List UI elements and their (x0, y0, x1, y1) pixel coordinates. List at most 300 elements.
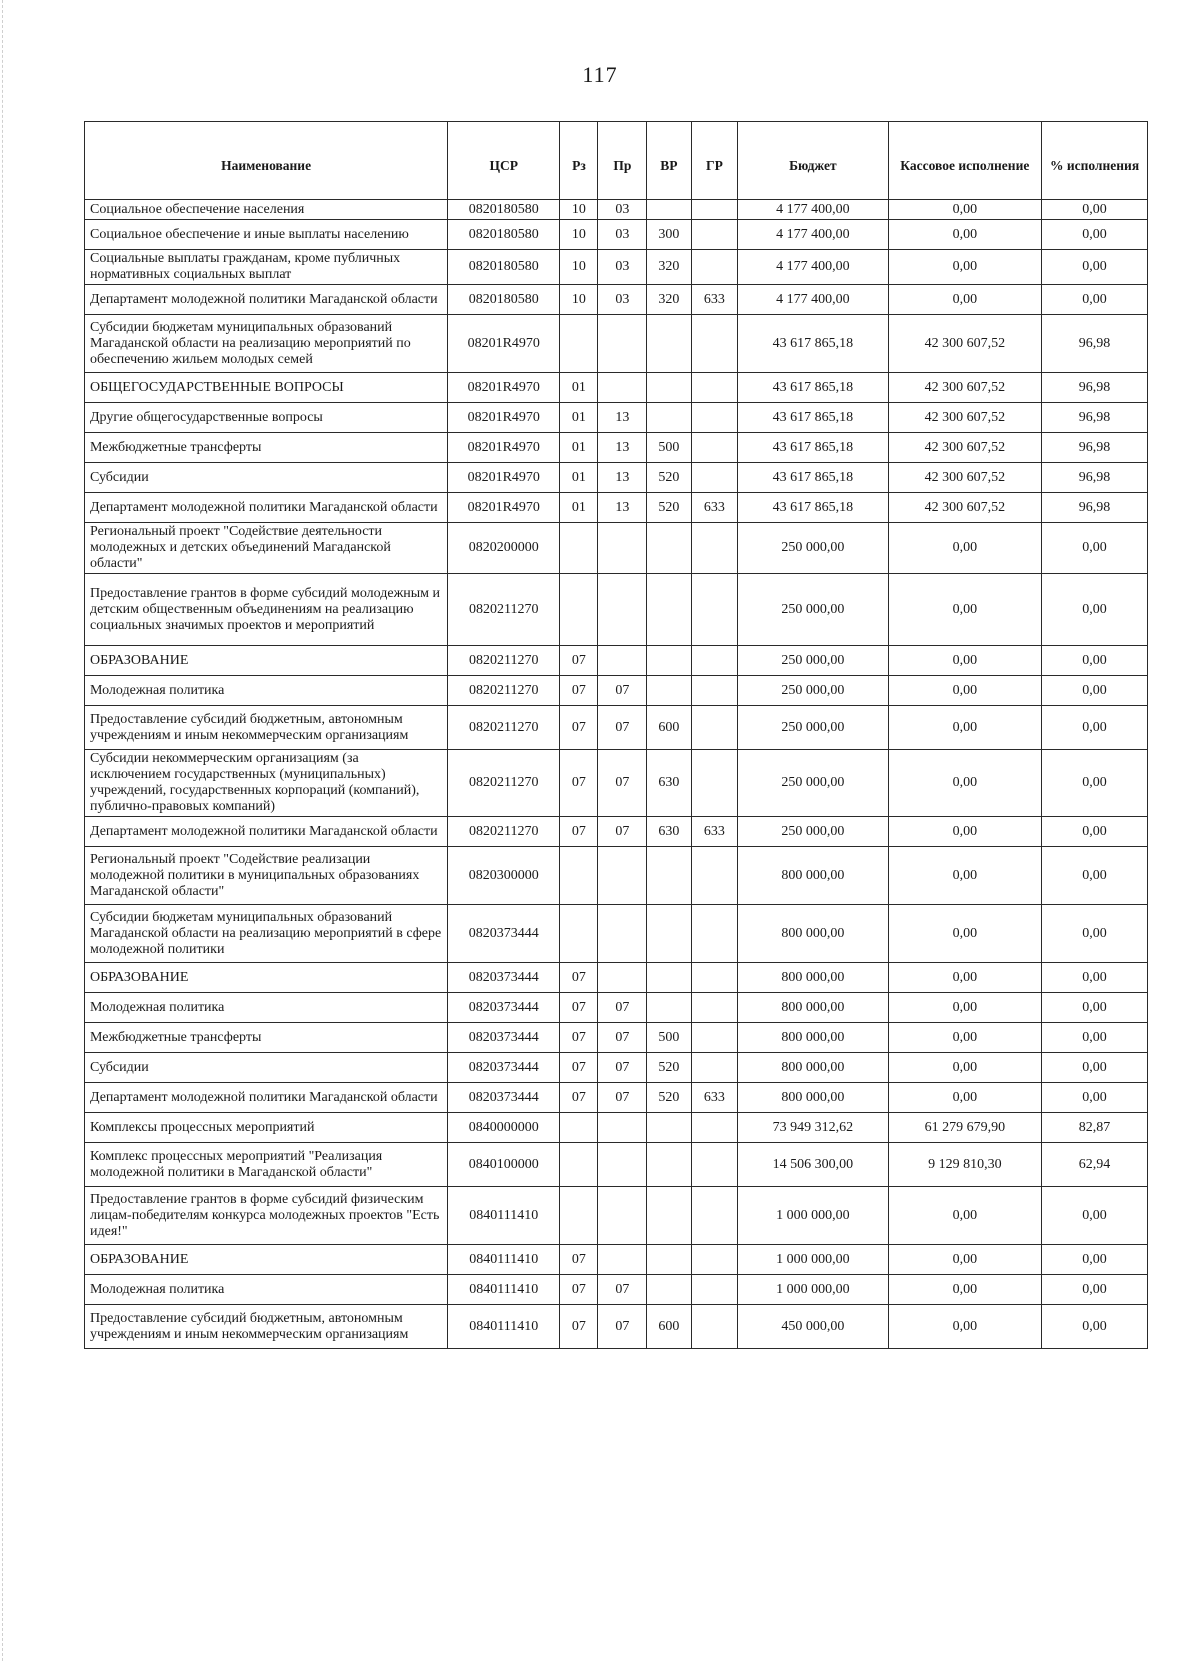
row-budget: 1 000 000,00 (738, 1245, 888, 1275)
row-name: Другие общегосударственные вопросы (85, 403, 448, 433)
row-vr (647, 200, 691, 220)
table-row (85, 1113, 1148, 1143)
row-rz: 07 (560, 1023, 598, 1053)
row-gr (691, 676, 738, 706)
row-vr: 520 (647, 463, 691, 493)
row-cash: 0,00 (888, 676, 1042, 706)
row-percent: 0,00 (1042, 220, 1148, 250)
row-vr (647, 905, 691, 963)
row-pr: 07 (598, 1275, 647, 1305)
row-pr: 07 (598, 1305, 647, 1349)
row-percent: 0,00 (1042, 963, 1148, 993)
row-pr: 13 (598, 403, 647, 433)
scan-edge-marks (2, 0, 6, 1661)
row-rz: 07 (560, 1053, 598, 1083)
row-budget: 43 617 865,18 (738, 315, 888, 373)
row-gr (691, 200, 738, 220)
row-gr: 633 (691, 817, 738, 847)
row-rz: 07 (560, 1245, 598, 1275)
row-name: Департамент молодежной политики Магаданской области (85, 285, 448, 315)
row-pr (598, 1143, 647, 1187)
row-name: Региональный проект "Содействие реализации молодежной политики в муниципальных образованиях Магаданской области" (85, 847, 448, 905)
row-vr: 300 (647, 220, 691, 250)
row-pr (598, 1113, 647, 1143)
header-cash-execution: Кассовое исполнение (888, 122, 1042, 200)
row-budget: 250 000,00 (738, 750, 888, 817)
row-pr: 07 (598, 993, 647, 1023)
row-vr (647, 1275, 691, 1305)
row-vr (647, 1143, 691, 1187)
table-header (85, 122, 1148, 200)
row-vr: 500 (647, 1023, 691, 1053)
row-name: Социальные выплаты гражданам, кроме публичных нормативных социальных выплат (85, 250, 448, 285)
row-budget: 800 000,00 (738, 963, 888, 993)
row-rz: 10 (560, 250, 598, 285)
row-percent: 0,00 (1042, 1275, 1148, 1305)
row-percent: 62,94 (1042, 1143, 1148, 1187)
table-row (85, 1083, 1148, 1113)
row-budget: 250 000,00 (738, 646, 888, 676)
row-percent: 0,00 (1042, 646, 1148, 676)
row-name: Предоставление грантов в форме субсидий молодежным и детским общественным объединениям на реализацию социальных значимых проектов и мероприятий (85, 574, 448, 646)
row-vr: 320 (647, 250, 691, 285)
row-csr: 0820211270 (448, 750, 560, 817)
row-rz: 01 (560, 463, 598, 493)
row-gr: 633 (691, 493, 738, 523)
row-budget: 250 000,00 (738, 523, 888, 574)
row-percent: 0,00 (1042, 523, 1148, 574)
row-budget: 73 949 312,62 (738, 1113, 888, 1143)
row-cash: 0,00 (888, 574, 1042, 646)
row-csr: 0840111410 (448, 1187, 560, 1245)
row-csr: 08201R4970 (448, 403, 560, 433)
row-pr (598, 1245, 647, 1275)
budget-table-container (84, 121, 1148, 1349)
row-name: Департамент молодежной политики Магаданской области (85, 817, 448, 847)
row-budget: 800 000,00 (738, 1083, 888, 1113)
row-name: Департамент молодежной политики Магаданской области (85, 1083, 448, 1113)
row-cash: 0,00 (888, 1305, 1042, 1349)
row-name: Субсидии (85, 463, 448, 493)
table-row (85, 1143, 1148, 1187)
row-cash: 0,00 (888, 250, 1042, 285)
row-csr: 0820373444 (448, 905, 560, 963)
table-row (85, 220, 1148, 250)
row-csr: 0840111410 (448, 1305, 560, 1349)
row-percent: 0,00 (1042, 1305, 1148, 1349)
row-gr: 633 (691, 285, 738, 315)
row-csr: 0820373444 (448, 1023, 560, 1053)
row-rz: 07 (560, 817, 598, 847)
row-name: Социальное обеспечение населения (85, 200, 448, 220)
table-row (85, 433, 1148, 463)
row-name: Субсидии (85, 1053, 448, 1083)
row-name: Предоставление грантов в форме субсидий физическим лицам-победителям конкурса молодежных проектов "Есть идея!" (85, 1187, 448, 1245)
row-cash: 0,00 (888, 1275, 1042, 1305)
row-percent: 82,87 (1042, 1113, 1148, 1143)
table-row (85, 1245, 1148, 1275)
row-rz (560, 847, 598, 905)
table-row (85, 523, 1148, 574)
row-gr (691, 750, 738, 817)
row-csr: 0820211270 (448, 646, 560, 676)
row-percent: 0,00 (1042, 905, 1148, 963)
header-gr: ГР (691, 122, 738, 200)
row-gr (691, 646, 738, 676)
row-rz: 10 (560, 200, 598, 220)
row-vr: 520 (647, 1083, 691, 1113)
table-row (85, 250, 1148, 285)
row-rz (560, 315, 598, 373)
row-budget: 43 617 865,18 (738, 463, 888, 493)
table-row (85, 1187, 1148, 1245)
row-cash: 42 300 607,52 (888, 433, 1042, 463)
row-vr (647, 676, 691, 706)
row-pr: 07 (598, 817, 647, 847)
row-csr: 0820211270 (448, 574, 560, 646)
row-csr: 0820200000 (448, 523, 560, 574)
row-vr (647, 847, 691, 905)
row-rz (560, 905, 598, 963)
table-row (85, 847, 1148, 905)
row-percent: 0,00 (1042, 1053, 1148, 1083)
row-pr: 07 (598, 706, 647, 750)
row-csr: 08201R4970 (448, 493, 560, 523)
table-row (85, 493, 1148, 523)
row-pr (598, 905, 647, 963)
row-budget: 4 177 400,00 (738, 220, 888, 250)
row-rz (560, 1187, 598, 1245)
table-row (85, 905, 1148, 963)
row-vr (647, 315, 691, 373)
row-vr (647, 1187, 691, 1245)
row-percent: 0,00 (1042, 847, 1148, 905)
row-csr: 0840111410 (448, 1275, 560, 1305)
row-csr: 0820211270 (448, 706, 560, 750)
row-vr: 600 (647, 1305, 691, 1349)
row-rz: 07 (560, 963, 598, 993)
row-pr: 07 (598, 676, 647, 706)
row-gr (691, 993, 738, 1023)
row-cash: 0,00 (888, 1023, 1042, 1053)
row-budget: 43 617 865,18 (738, 493, 888, 523)
row-cash: 0,00 (888, 285, 1042, 315)
row-vr (647, 993, 691, 1023)
row-rz: 07 (560, 1275, 598, 1305)
row-percent: 0,00 (1042, 285, 1148, 315)
header-row (85, 122, 1148, 200)
row-pr: 03 (598, 200, 647, 220)
row-pr (598, 523, 647, 574)
row-vr (647, 373, 691, 403)
row-cash: 61 279 679,90 (888, 1113, 1042, 1143)
row-budget: 43 617 865,18 (738, 403, 888, 433)
row-rz: 10 (560, 220, 598, 250)
row-budget: 250 000,00 (738, 817, 888, 847)
row-budget: 250 000,00 (738, 676, 888, 706)
row-gr (691, 403, 738, 433)
row-cash: 0,00 (888, 200, 1042, 220)
row-gr (691, 706, 738, 750)
row-name: Комплексы процессных мероприятий (85, 1113, 448, 1143)
row-rz (560, 574, 598, 646)
row-cash: 0,00 (888, 905, 1042, 963)
row-budget: 800 000,00 (738, 847, 888, 905)
row-percent: 0,00 (1042, 574, 1148, 646)
row-rz: 01 (560, 403, 598, 433)
row-rz: 07 (560, 646, 598, 676)
row-cash: 9 129 810,30 (888, 1143, 1042, 1187)
row-percent: 96,98 (1042, 463, 1148, 493)
row-gr: 633 (691, 1083, 738, 1113)
row-percent: 0,00 (1042, 817, 1148, 847)
row-cash: 0,00 (888, 1083, 1042, 1113)
row-rz: 01 (560, 433, 598, 463)
row-csr: 0820373444 (448, 1053, 560, 1083)
row-budget: 800 000,00 (738, 1053, 888, 1083)
row-vr: 630 (647, 750, 691, 817)
row-percent: 96,98 (1042, 493, 1148, 523)
row-vr (647, 574, 691, 646)
table-row (85, 963, 1148, 993)
table-row (85, 373, 1148, 403)
row-rz: 01 (560, 493, 598, 523)
row-vr (647, 523, 691, 574)
row-percent: 0,00 (1042, 1023, 1148, 1053)
row-vr: 600 (647, 706, 691, 750)
row-gr (691, 1187, 738, 1245)
header-name: Наименование (85, 122, 448, 200)
row-gr (691, 574, 738, 646)
table-row (85, 315, 1148, 373)
row-gr (691, 373, 738, 403)
table-row (85, 574, 1148, 646)
row-cash: 42 300 607,52 (888, 403, 1042, 433)
row-percent: 0,00 (1042, 1083, 1148, 1113)
row-csr: 0820373444 (448, 1083, 560, 1113)
row-cash: 0,00 (888, 817, 1042, 847)
row-budget: 14 506 300,00 (738, 1143, 888, 1187)
row-rz: 07 (560, 993, 598, 1023)
row-percent: 0,00 (1042, 1187, 1148, 1245)
row-budget: 4 177 400,00 (738, 200, 888, 220)
row-csr: 0840111410 (448, 1245, 560, 1275)
row-gr (691, 1245, 738, 1275)
row-csr: 0820180580 (448, 220, 560, 250)
header-rz: Рз (560, 122, 598, 200)
row-name: ОБРАЗОВАНИЕ (85, 1245, 448, 1275)
row-rz (560, 1143, 598, 1187)
row-gr (691, 220, 738, 250)
row-vr: 520 (647, 493, 691, 523)
row-name: Субсидии бюджетам муниципальных образований Магаданской области на реализацию мероприятий по обеспечению жильем молодых семей (85, 315, 448, 373)
row-name: Субсидии бюджетам муниципальных образований Магаданской области на реализацию мероприятий в сфере молодежной политики (85, 905, 448, 963)
row-cash: 0,00 (888, 963, 1042, 993)
table-row (85, 1305, 1148, 1349)
row-rz (560, 523, 598, 574)
table-row (85, 463, 1148, 493)
row-rz: 07 (560, 1305, 598, 1349)
row-csr: 08201R4970 (448, 433, 560, 463)
row-csr: 0840100000 (448, 1143, 560, 1187)
row-rz: 07 (560, 676, 598, 706)
budget-execution-table (84, 121, 1148, 1349)
row-budget: 250 000,00 (738, 706, 888, 750)
row-pr (598, 646, 647, 676)
row-name: Предоставление субсидий бюджетным, автономным учреждениям и иным некоммерческим организациям (85, 1305, 448, 1349)
table-row (85, 646, 1148, 676)
row-name: Молодежная политика (85, 1275, 448, 1305)
row-pr (598, 373, 647, 403)
row-vr (647, 403, 691, 433)
table-row (85, 1275, 1148, 1305)
row-vr: 520 (647, 1053, 691, 1083)
table-row (85, 706, 1148, 750)
row-budget: 800 000,00 (738, 905, 888, 963)
row-pr: 07 (598, 750, 647, 817)
row-name: Молодежная политика (85, 993, 448, 1023)
row-pr (598, 963, 647, 993)
row-budget: 800 000,00 (738, 1023, 888, 1053)
row-gr (691, 315, 738, 373)
row-pr: 03 (598, 220, 647, 250)
row-budget: 43 617 865,18 (738, 373, 888, 403)
row-percent: 0,00 (1042, 750, 1148, 817)
row-cash: 0,00 (888, 220, 1042, 250)
row-name: Предоставление субсидий бюджетным, автономным учреждениям и иным некоммерческим организациям (85, 706, 448, 750)
row-cash: 0,00 (888, 1053, 1042, 1083)
row-pr: 13 (598, 433, 647, 463)
row-percent: 96,98 (1042, 403, 1148, 433)
row-gr (691, 905, 738, 963)
row-percent: 96,98 (1042, 433, 1148, 463)
row-gr (691, 1143, 738, 1187)
row-name: Комплекс процессных мероприятий "Реализация молодежной политики в Магаданской области" (85, 1143, 448, 1187)
table-body (85, 200, 1148, 1349)
row-budget: 1 000 000,00 (738, 1187, 888, 1245)
row-rz: 07 (560, 706, 598, 750)
row-gr (691, 463, 738, 493)
row-percent: 0,00 (1042, 676, 1148, 706)
row-csr: 0820180580 (448, 200, 560, 220)
row-cash: 42 300 607,52 (888, 315, 1042, 373)
header-percent-execution: % исполнения (1042, 122, 1148, 200)
row-cash: 0,00 (888, 646, 1042, 676)
row-percent: 96,98 (1042, 373, 1148, 403)
row-percent: 0,00 (1042, 1245, 1148, 1275)
row-csr: 0820300000 (448, 847, 560, 905)
row-vr (647, 646, 691, 676)
table-row (85, 817, 1148, 847)
row-name: ОБРАЗОВАНИЕ (85, 646, 448, 676)
row-pr: 03 (598, 285, 647, 315)
row-budget: 4 177 400,00 (738, 285, 888, 315)
row-percent: 0,00 (1042, 706, 1148, 750)
row-csr: 0820211270 (448, 817, 560, 847)
row-name: Социальное обеспечение и иные выплаты населению (85, 220, 448, 250)
header-csr: ЦСР (448, 122, 560, 200)
row-budget: 1 000 000,00 (738, 1275, 888, 1305)
row-budget: 800 000,00 (738, 993, 888, 1023)
table-row (85, 1053, 1148, 1083)
row-percent: 0,00 (1042, 200, 1148, 220)
row-vr (647, 963, 691, 993)
row-percent: 0,00 (1042, 250, 1148, 285)
row-csr: 0820211270 (448, 676, 560, 706)
header-budget: Бюджет (738, 122, 888, 200)
row-rz: 07 (560, 1083, 598, 1113)
row-name: Межбюджетные трансферты (85, 433, 448, 463)
table-row (85, 403, 1148, 433)
row-csr: 08201R4970 (448, 315, 560, 373)
row-vr (647, 1113, 691, 1143)
row-pr (598, 315, 647, 373)
row-percent: 96,98 (1042, 315, 1148, 373)
row-budget: 450 000,00 (738, 1305, 888, 1349)
row-gr (691, 847, 738, 905)
row-vr: 500 (647, 433, 691, 463)
row-budget: 250 000,00 (738, 574, 888, 646)
row-cash: 42 300 607,52 (888, 463, 1042, 493)
row-name: ОБЩЕГОСУДАРСТВЕННЫЕ ВОПРОСЫ (85, 373, 448, 403)
header-pr: Пр (598, 122, 647, 200)
row-gr (691, 1113, 738, 1143)
row-pr: 07 (598, 1053, 647, 1083)
row-pr: 13 (598, 493, 647, 523)
page-number: 117 (582, 62, 618, 87)
row-pr: 07 (598, 1083, 647, 1113)
table-row (85, 200, 1148, 220)
table-row (85, 676, 1148, 706)
row-rz (560, 1113, 598, 1143)
row-name: Субсидии некоммерческим организациям (за исключением государственных (муниципальных) учреждений, государственных корпораций (компаний), публично-правовых компаний) (85, 750, 448, 817)
row-cash: 0,00 (888, 993, 1042, 1023)
row-cash: 0,00 (888, 706, 1042, 750)
row-csr: 08201R4970 (448, 463, 560, 493)
row-csr: 0840000000 (448, 1113, 560, 1143)
row-gr (691, 1053, 738, 1083)
row-pr: 13 (598, 463, 647, 493)
row-gr (691, 1275, 738, 1305)
row-rz: 10 (560, 285, 598, 315)
row-pr: 03 (598, 250, 647, 285)
row-gr (691, 433, 738, 463)
table-row (85, 1023, 1148, 1053)
row-gr (691, 963, 738, 993)
table-row (85, 993, 1148, 1023)
row-csr: 0820180580 (448, 250, 560, 285)
row-name: Межбюджетные трансферты (85, 1023, 448, 1053)
row-vr: 320 (647, 285, 691, 315)
row-name: Региональный проект "Содействие деятельности молодежных и детских объединений Магаданской области" (85, 523, 448, 574)
table-row (85, 750, 1148, 817)
row-name: Департамент молодежной политики Магаданской области (85, 493, 448, 523)
row-cash: 0,00 (888, 1245, 1042, 1275)
row-rz: 01 (560, 373, 598, 403)
row-percent: 0,00 (1042, 993, 1148, 1023)
row-name: Молодежная политика (85, 676, 448, 706)
row-vr (647, 1245, 691, 1275)
row-cash: 42 300 607,52 (888, 493, 1042, 523)
row-cash: 0,00 (888, 847, 1042, 905)
row-csr: 08201R4970 (448, 373, 560, 403)
row-gr (691, 1305, 738, 1349)
row-budget: 43 617 865,18 (738, 433, 888, 463)
row-cash: 0,00 (888, 1187, 1042, 1245)
row-pr (598, 1187, 647, 1245)
row-cash: 0,00 (888, 750, 1042, 817)
row-cash: 42 300 607,52 (888, 373, 1042, 403)
